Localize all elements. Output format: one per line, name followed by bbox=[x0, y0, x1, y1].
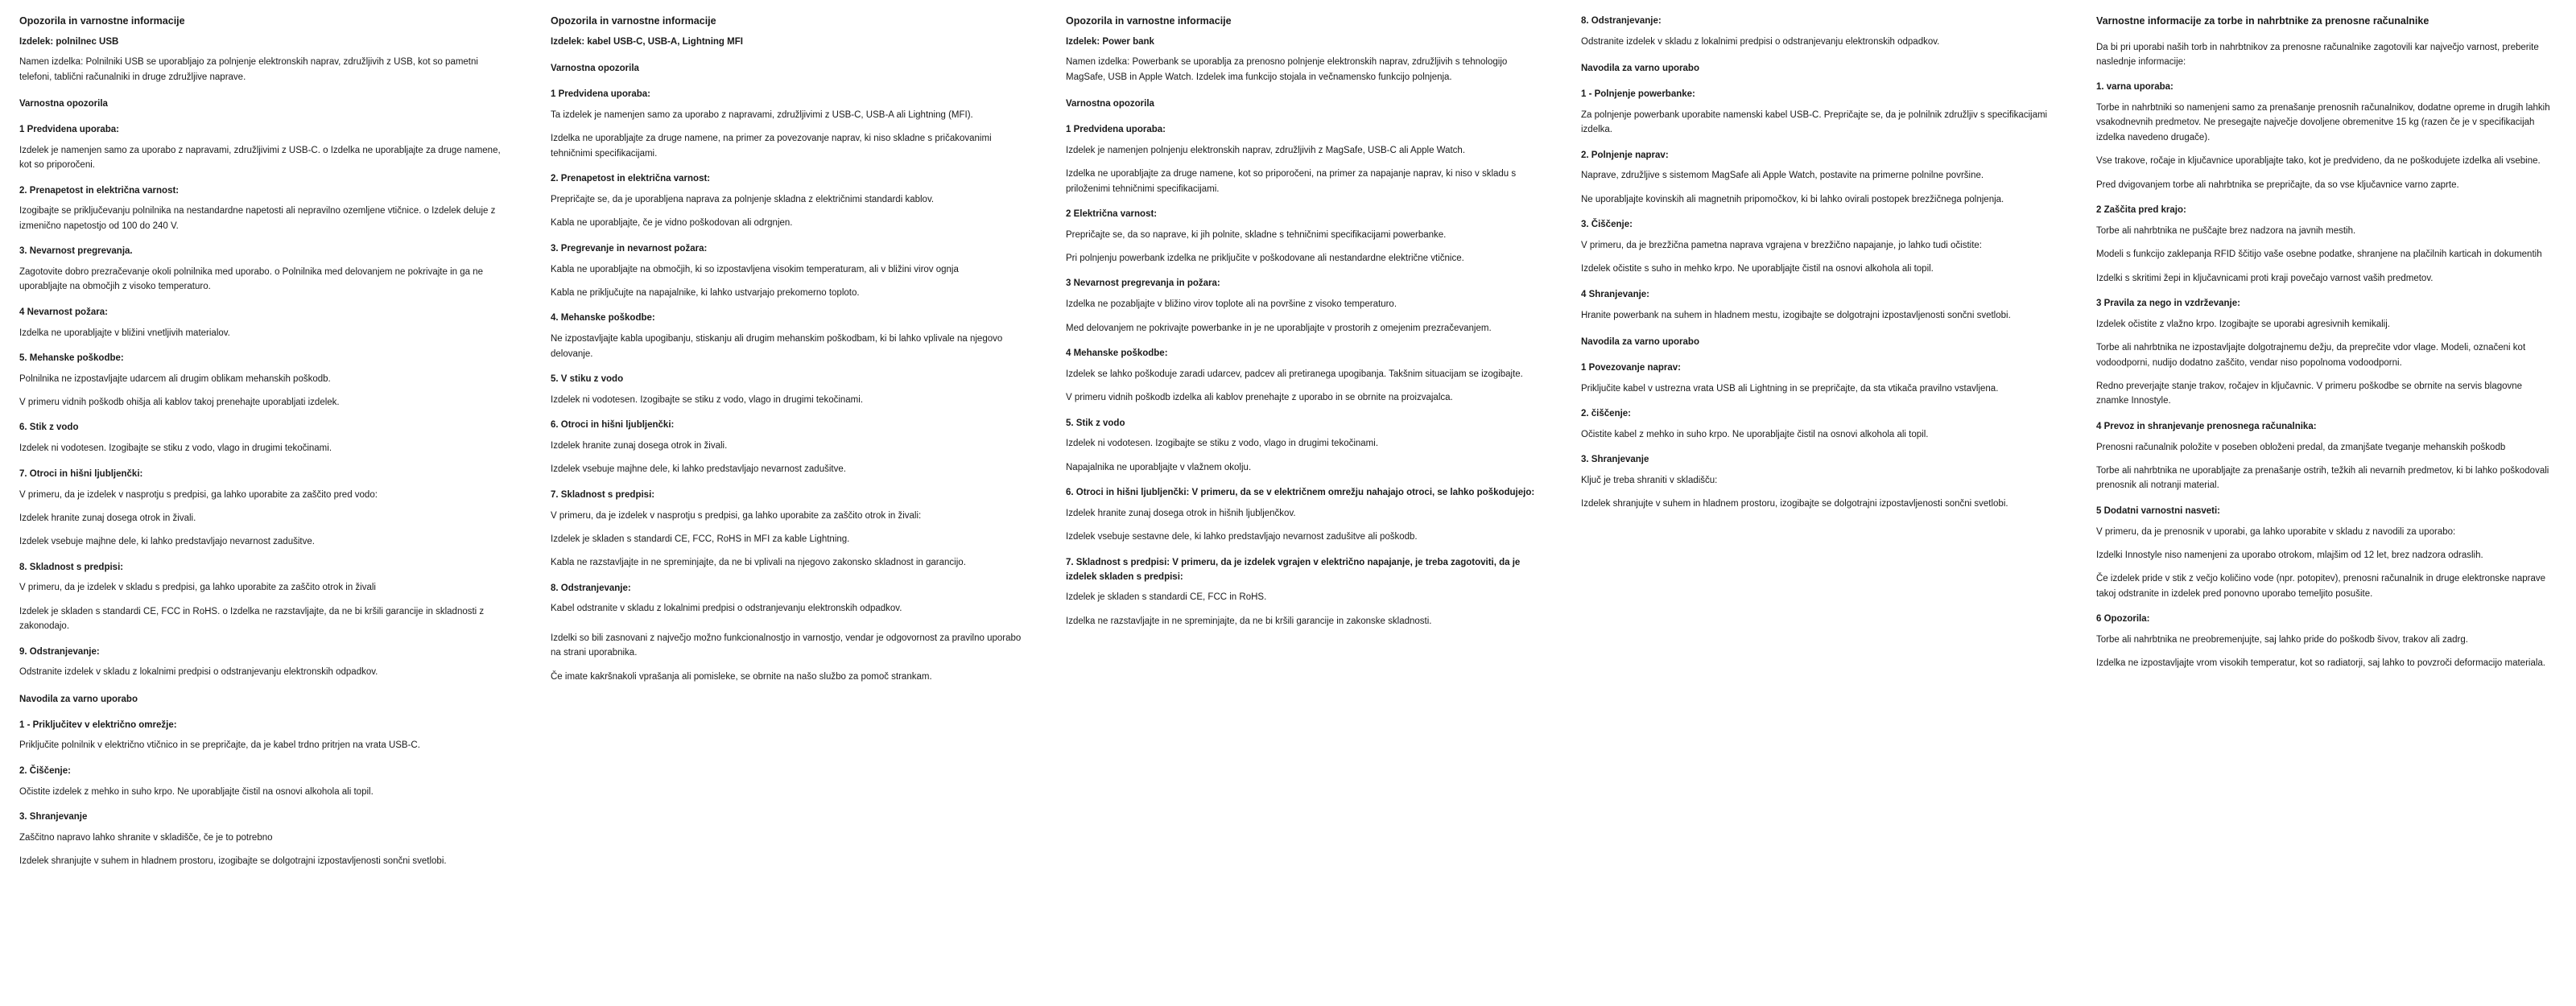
item-text: Torbe ali nahrbtnika ne puščajte brez nadzora na javnih mestih. bbox=[2096, 225, 2356, 236]
item-text: Izdelek ni vodotesen. Izogibajte se stiku z vodo, vlago in drugimi tekočinami. bbox=[19, 443, 332, 454]
item-heading: 2. čiščenje: bbox=[1581, 409, 1632, 419]
list-item bbox=[19, 123, 512, 173]
item-heading: 2. Polnjenje naprav: bbox=[1581, 150, 1669, 160]
item-heading: 2 Električna varnost: bbox=[1066, 208, 1158, 219]
intro-text: Da bi pri uporabi naših torb in nahrbtnikov za prenosne računalnike zagotovili kar največjo varnost, preberite naslednje informacije: bbox=[2096, 42, 2539, 67]
item-heading: 5. V stiku z vodo bbox=[551, 373, 624, 384]
item-heading: 8. Skladnost s predpisi: bbox=[19, 562, 124, 572]
section-heading: Varnostna opozorila bbox=[19, 99, 108, 109]
product-label: Izdelek: polnilnec USB bbox=[19, 36, 119, 47]
list-item bbox=[551, 373, 1027, 407]
item-text: Naprave, združljive s sistemom MagSafe ali Apple Watch, postavite na primerne polnilne površine. bbox=[1581, 171, 1984, 181]
item-text: Izdelka ne izpostavljajte vrom visokih temperatur, kot so radiatorji, saj lahko to povzroči deformacijo materiala. bbox=[2096, 658, 2545, 669]
item-text: Izdelek se lahko poškoduje zaradi udarcev, padcev ali pretiranega upogibanja. Takšnim situacijam se izogibajte. bbox=[1066, 369, 1523, 379]
item-text: Modeli s funkcijo zaklepanja RFID ščitijo vaše osebne podatke, shranjene na plačilnih karticah in dokumentih bbox=[2096, 249, 2542, 260]
item-text: Prepričajte se, da je uporabljena naprava za polnjenje skladna z električnimi standardi kablov. bbox=[551, 194, 935, 204]
item-heading: 7. Skladnost s predpisi: bbox=[551, 489, 655, 500]
item-text: Izdelka ne uporabljajte za druge namene, kot so priporočeni, na primer za napajanje naprav, ki niso v skladu s priloženimi tehničnimi specifikacijami. bbox=[1066, 169, 1517, 194]
item-text: Pri polnjenju powerbank izdelka ne priključite v poškodovane ali nestandardne električne vtičnice. bbox=[1066, 254, 1464, 264]
footer-text: Če imate kakršnakoli vprašanja ali pomisleke, se obrnite na našo službo za pomoč strankam. bbox=[551, 671, 932, 682]
item-heading: 2 Zaščita pred krajo: bbox=[2096, 205, 2186, 216]
list-item bbox=[2096, 80, 2557, 192]
item-heading: 6 Opozorila: bbox=[2096, 614, 2150, 625]
item-heading: 4 Prevoz in shranjevanje prenosnega računalnika: bbox=[2096, 421, 2317, 431]
item-text: Izdelek vsebuje majhne dele, ki lahko predstavljajo nevarnost zadušitve. bbox=[19, 537, 315, 547]
list-item bbox=[1066, 417, 1542, 476]
product-purpose: Namen izdelka: Powerbank se uporablja za prenosno polnjenje elektronskih naprav, združljivih s tehnologijo MagSafe, USB in Apple Watch. Izdelek ima funkcijo stojala in večnamensko funkcijo polnjenja. bbox=[1066, 57, 1508, 82]
item-text: Ne izpostavljajte kabla upogibanju, stiskanju ali drugim mehanskim poškodbam, ki bi lahko vplivale na njegovo delovanje. bbox=[551, 334, 1003, 359]
item-heading: 3. Pregrevanje in nevarnost požara: bbox=[551, 243, 708, 254]
item-text: Pred dvigovanjem torbe ali nahrbtnika se prepričajte, da so vse ključavnice varno zaprte. bbox=[2096, 179, 2459, 190]
item-heading: 1. varna uporaba: bbox=[2096, 82, 2174, 93]
item-text: Izdelek je skladen s standardi CE, FCC in RoHS. o Izdelka ne razstavljajte, da ne bi kršili garancije in skladnosti z zakonodajo. bbox=[19, 606, 485, 632]
list-item bbox=[19, 352, 512, 410]
list-item bbox=[1581, 453, 2058, 512]
item-heading: 1 Predvidena uporaba: bbox=[1066, 124, 1166, 134]
list-item bbox=[19, 306, 512, 340]
footer-text: Izdelki so bili zasnovani z največjo možno funkcionalnostjo in varnostjo, vendar je odgovornost za pravilno uporabo na strani uporabnika. bbox=[551, 633, 1022, 658]
item-text: Izdelek je skladen s standardi CE, FCC in RoHS. bbox=[1066, 592, 1267, 603]
item-text: Izdelek shranjujte v suhem in hladnem prostoru, izogibajte se dolgotrajni izpostavljenosti sončni svetlobi. bbox=[1581, 499, 2008, 509]
list-item bbox=[1581, 218, 2058, 277]
item-heading: 8. Odstranjevanje: bbox=[1581, 16, 1662, 26]
item-text: Izdelek vsebuje sestavne dele, ki lahko predstavljajo nevarnost zadušitve ali poškodb. bbox=[1066, 532, 1418, 542]
item-text: Prenosni računalnik položite v poseben obloženi predal, da zmanjšate tveganje mehanskih poškodb bbox=[2096, 442, 2506, 452]
item-heading: 3 Nevarnost pregrevanja in požara: bbox=[1066, 278, 1220, 289]
list-item bbox=[19, 184, 512, 234]
item-heading: 6. Otroci in hišni ljubljenčki: bbox=[551, 420, 675, 431]
item-heading: 1 - Priključitev v električno omrežje: bbox=[19, 719, 177, 730]
item-heading: 9. Odstranjevanje: bbox=[19, 646, 100, 657]
item-text: Med delovanjem ne pokrivajte powerbanke in je ne uporabljajte v prostorih z omejenim prezračevanjem. bbox=[1066, 323, 1492, 333]
item-heading: 3. Čiščenje: bbox=[1581, 220, 1633, 230]
item-heading: 4 Mehanske poškodbe: bbox=[1066, 348, 1168, 359]
item-text: V primeru, da je prenosnik v uporabi, ga lahko uporabite v skladu z navodili za uporabo: bbox=[2096, 526, 2456, 537]
item-text: V primeru, da je brezžična pametna naprava vgrajena v brezžično napajanje, jo lahko tudi očistite: bbox=[1581, 241, 1982, 251]
item-heading: 3 Pravila za nego in vzdrževanje: bbox=[2096, 299, 2240, 309]
list-item bbox=[1066, 208, 1542, 266]
column-usb-charger bbox=[0, 14, 531, 878]
item-text: Torbe ali nahrbtnika ne izpostavljajte dolgotrajnemu dežju, da preprečite vdor vlage. Modeli, označeni kot vodoodporni, nudijo dodatno zaščito, vendar niso popolnoma vodoodporni. bbox=[2096, 343, 2526, 368]
item-text: V primeru, da je izdelek v skladu s predpisi, ga lahko uporabite za zaščito otrok in živali bbox=[19, 583, 376, 593]
section-heading: Navodila za varno uporabo bbox=[1581, 337, 1699, 347]
item-heading: 1 Predvidena uporaba: bbox=[19, 124, 119, 134]
item-text: Kabla ne razstavljajte in ne spreminjajte, da ne bi vplivali na njegovo zakonsko skladnost in garancijo. bbox=[551, 558, 966, 568]
item-text: Izdelki s skritimi žepi in ključavnicami proti kraji povečajo varnost vaših predmetov. bbox=[2096, 273, 2434, 283]
item-text: Ta izdelek je namenjen samo za uporabo z napravami, združljivimi z USB-C, USB-A ali Lightning (MFI). bbox=[551, 109, 973, 120]
item-text: Torbe ali nahrbtnika ne uporabljajte za prenašanje ostrih, težkih ali nevarnih predmetov, ki bi lahko poškodovali prenosnik ali notranji material. bbox=[2096, 466, 2549, 491]
column-bags bbox=[2077, 14, 2576, 680]
item-text: Za polnjenje powerbank uporabite namenski kabel USB-C. Prepričajte se, da je polnilnik združljiv s specifikacijami izdelka. bbox=[1581, 109, 2048, 135]
item-heading: 3. Nevarnost pregrevanja. bbox=[19, 246, 133, 257]
list-item bbox=[1581, 361, 2058, 396]
item-text: Izdelek hranite zunaj dosega otrok in živali. bbox=[551, 440, 728, 451]
column-powerbank-continued bbox=[1562, 14, 2077, 521]
item-text: Torbe in nahrbtniki so namenjeni samo za prenašanje prenosnih računalnikov, dodatne opreme in drugih lahkih vsakodnevnih predmetov. Ne presegajte največje dovoljene obremenitve 15 kg (razen če je v specifikacijah izdelka navedeno drugače). bbox=[2096, 103, 2550, 142]
list-item bbox=[1066, 486, 1542, 545]
item-heading: 5. Mehanske poškodbe: bbox=[19, 353, 124, 363]
doc-title: Opozorila in varnostne informacije bbox=[551, 15, 716, 27]
doc-title: Opozorila in varnostne informacije bbox=[1066, 15, 1232, 27]
list-item bbox=[1066, 123, 1542, 196]
list-item bbox=[19, 765, 512, 799]
item-text: Očistite izdelek z mehko in suho krpo. Ne uporabljajte čistil na osnovi alkohola ali topil. bbox=[19, 786, 374, 797]
item-heading: 2. Čiščenje: bbox=[19, 765, 71, 776]
list-item bbox=[551, 489, 1027, 571]
section-heading: Varnostna opozorila bbox=[551, 64, 639, 74]
item-heading: 1 Predvidena uporaba: bbox=[551, 89, 650, 100]
item-text: V primeru, da je izdelek v nasprotju s predpisi, ga lahko uporabite za zaščito pred vodo: bbox=[19, 489, 378, 500]
item-text: Izdelek je namenjen samo za uporabo z napravami, združljivimi z USB-C. o Izdelka ne uporabljajte za druge namene, kot so priporočeni. bbox=[19, 145, 501, 171]
list-item bbox=[1066, 277, 1542, 336]
list-item bbox=[19, 468, 512, 550]
item-text: Priključite polnilnik v električno vtičnico in se prepričajte, da je kabel trdno pritrjen na vrata USB-C. bbox=[19, 740, 420, 751]
item-text: Izdelka ne razstavljajte in ne spreminjajte, da ne bi kršili garancije in zakonske skladnosti. bbox=[1066, 616, 1432, 626]
product-purpose: Namen izdelka: Polnilniki USB se uporabljajo za polnjenje elektronskih naprav, združljivih z USB, kot so pametni telefoni, tablični računalniki in druge združljive naprave. bbox=[19, 57, 478, 82]
item-heading: 2. Prenapetost in električna varnost: bbox=[19, 185, 180, 196]
list-item bbox=[1581, 88, 2058, 138]
item-text: Kabel odstranite v skladu z lokalnimi predpisi o odstranjevanju elektronskih odpadkov. bbox=[551, 604, 902, 614]
item-text: Izdelek ni vodotesen. Izogibajte se stiku z vodo, vlago in drugimi tekočinami. bbox=[1066, 439, 1379, 449]
item-text: Izdelek je skladen s standardi CE, FCC, RoHS in MFI za kable Lightning. bbox=[551, 534, 850, 544]
list-item bbox=[1066, 556, 1542, 629]
item-text: Napajalnika ne uporabljajte v vlažnem okolju. bbox=[1066, 462, 1252, 472]
item-text: Odstranite izdelek v skladu z lokalnimi predpisi o odstranjevanju elektronskih odpadkov. bbox=[19, 667, 378, 678]
item-text: Izdelek vsebuje majhne dele, ki lahko predstavljajo nevarnost zadušitve. bbox=[551, 464, 846, 475]
item-text: Redno preverjajte stanje trakov, ročajev in ključavnic. V primeru poškodbe se obrnite na servis blagovne znamke Innostyle. bbox=[2096, 381, 2523, 406]
list-item bbox=[1581, 288, 2058, 323]
item-text: V primeru, da je izdelek v nasprotju s predpisi, ga lahko uporabite za zaščito otrok in živali: bbox=[551, 510, 922, 521]
item-text: Torbe ali nahrbtnika ne preobremenjujte, saj lahko pride do poškodb šivov, trakov ali zadrg. bbox=[2096, 634, 2468, 645]
list-item bbox=[551, 172, 1027, 231]
item-text: Ključ je treba shraniti v skladišču: bbox=[1581, 476, 1718, 486]
item-text: Kabla ne uporabljajte na območjih, ki so izpostavljena visokim temperaturam, ali v bližini virov ognja bbox=[551, 264, 959, 274]
section-heading: Navodila za varno uporabo bbox=[1581, 64, 1699, 74]
item-text: V primeru vidnih poškodb ohišja ali kablov takoj prenehajte uporabljati izdelek. bbox=[19, 398, 340, 408]
item-text: Ne uporabljajte kovinskih ali magnetnih pripomočkov, ki bi lahko ovirali postopek brezžičnega polnjenja. bbox=[1581, 194, 2004, 204]
item-heading: 5 Dodatni varnostni nasveti: bbox=[2096, 505, 2221, 516]
list-item bbox=[2096, 204, 2557, 286]
item-text: Izdelek ni vodotesen. Izogibajte se stiku z vodo, vlago in drugimi tekočinami. bbox=[551, 394, 864, 405]
list-item bbox=[19, 719, 512, 753]
list-item bbox=[1066, 347, 1542, 406]
list-item bbox=[19, 421, 512, 456]
item-text: Priključite kabel v ustrezna vrata USB ali Lightning in se prepričajte, da sta vtikača pravilno vstavljena. bbox=[1581, 383, 1999, 394]
section-heading: Varnostna opozorila bbox=[1066, 99, 1154, 109]
item-heading: 1 Povezovanje naprav: bbox=[1581, 362, 1681, 373]
column-powerbank bbox=[1046, 14, 1562, 637]
item-text: Izogibajte se priključevanju polnilnika na nestandardne napetosti ali nepravilno ozemljene vtičnice. o Izdelek deluje z izmenično napetostjo od 100 do 240 V. bbox=[19, 206, 496, 231]
list-item bbox=[1581, 14, 2058, 49]
list-item bbox=[2096, 505, 2557, 601]
item-text: Izdelek očistite s suho in mehko krpo. Ne uporabljajte čistil na osnovi alkohola ali topil. bbox=[1581, 264, 1934, 274]
item-text: Izdelki Innostyle niso namenjeni za uporabo otrokom, mlajšim od 12 let, brez nadzora odraslih. bbox=[2096, 550, 2483, 560]
item-heading: 4. Mehanske poškodbe: bbox=[551, 313, 655, 324]
item-text: Izdelek hranite zunaj dosega otrok in živali. bbox=[19, 513, 196, 523]
list-item bbox=[2096, 420, 2557, 493]
product-label: Izdelek: kabel USB-C, USB-A, Lightning MFI bbox=[551, 36, 743, 47]
item-text: Odstranite izdelek v skladu z lokalnimi predpisi o odstranjevanju elektronskih odpadkov. bbox=[1581, 36, 1940, 47]
item-text: Če izdelek pride v stik z večjo količino vode (npr. potopitev), prenosni računalnik in druge elektronske naprave takoj odstranite in izdelek pred ponovno uporabo temeljito posušite. bbox=[2096, 574, 2546, 599]
item-text: Očistite kabel z mehko in suho krpo. Ne uporabljajte čistil na osnovi alkohola ali topil. bbox=[1581, 429, 1929, 439]
item-text: Prepričajte se, da so naprave, ki jih polnite, skladne s tehničnimi specifikacijami powerbanke. bbox=[1066, 229, 1447, 240]
item-text: Hranite powerbank na suhem in hladnem mestu, izogibajte se dolgotrajni izpostavljenosti sončni svetlobi. bbox=[1581, 310, 2011, 320]
item-text: Izdelek hranite zunaj dosega otrok in hišnih ljubljenčkov. bbox=[1066, 509, 1296, 519]
item-heading: 3. Shranjevanje bbox=[19, 812, 88, 823]
list-item bbox=[551, 418, 1027, 477]
item-text: Vse trakove, ročaje in ključavnice uporabljajte tako, kot je predvideno, da ne poškodujete izdelka ali vsebine. bbox=[2096, 156, 2541, 167]
item-text: Izdelek očistite z vlažno krpo. Izogibajte se uporabi agresivnih kemikalij. bbox=[2096, 319, 2390, 329]
item-heading: 6. Stik z vodo bbox=[19, 423, 79, 433]
item-heading: 3. Shranjevanje bbox=[1581, 455, 1649, 465]
list-item bbox=[19, 810, 512, 869]
list-item bbox=[1581, 407, 2058, 442]
item-text: Izdelek shranjujte v suhem in hladnem prostoru, izogibajte se dolgotrajni izpostavljenosti sončni svetlobi. bbox=[19, 856, 447, 867]
list-item bbox=[19, 561, 512, 634]
product-label: Izdelek: Power bank bbox=[1066, 36, 1154, 47]
list-item bbox=[2096, 297, 2557, 409]
section-heading: Navodila za varno uporabo bbox=[19, 694, 138, 704]
list-item bbox=[19, 245, 512, 295]
item-text: Izdelka ne uporabljajte v bližini vnetljivih materialov. bbox=[19, 328, 230, 338]
doc-title: Opozorila in varnostne informacije bbox=[19, 15, 185, 27]
list-item bbox=[1581, 149, 2058, 208]
item-text: Izdelek je namenjen polnjenju elektronskih naprav, združljivih z MagSafe, USB-C ali Apple Watch. bbox=[1066, 145, 1466, 155]
item-text: Polnilnika ne izpostavljajte udarcem ali drugim oblikam mehanskih poškodb. bbox=[19, 373, 331, 384]
item-heading: 6. Otroci in hišni ljubljenčki: V primeru, da se v električnem omrežju nahajajo otroci, se lahko poškodujejo: bbox=[1066, 488, 1535, 498]
item-heading: 2. Prenapetost in električna varnost: bbox=[551, 174, 711, 184]
list-item bbox=[551, 582, 1027, 616]
item-text: Izdelka ne uporabljajte za druge namene, na primer za povezovanje naprav, ki niso skladne s pričakovanimi tehničnimi specifikacijami. bbox=[551, 134, 992, 159]
item-text: Izdelka ne pozabljajte v bližino virov toplote ali na površine z visoko temperaturo. bbox=[1066, 299, 1397, 310]
item-heading: 4 Shranjevanje: bbox=[1581, 289, 1650, 299]
item-text: Kabla ne priključujte na napajalnike, ki lahko ustvarjajo prekomerno toploto. bbox=[551, 287, 860, 298]
doc-title: Varnostne informacije za torbe in nahrbtnike za prenosne računalnike bbox=[2096, 15, 2429, 27]
item-heading: 7. Skladnost s predpisi: V primeru, da je izdelek vgrajen v električno napajanje, je treba zagotoviti, da je izdelek skladen s predpisi: bbox=[1066, 557, 1521, 582]
item-heading: 7. Otroci in hišni ljubljenčki: bbox=[19, 468, 143, 479]
item-text: Zagotovite dobro prezračevanje okoli polnilnika med uporabo. o Polnilnika med delovanjem ne pokrivajte in ga ne uporabljajte na območjih z visoko temperaturo. bbox=[19, 266, 483, 292]
item-heading: 4 Nevarnost požara: bbox=[19, 307, 108, 317]
item-text: V primeru vidnih poškodb izdelka ali kablov prenehajte z uporabo in se obrnite na proizvajalca. bbox=[1066, 393, 1453, 403]
item-heading: 8. Odstranjevanje: bbox=[551, 583, 631, 593]
list-item bbox=[551, 242, 1027, 301]
list-item bbox=[19, 645, 512, 680]
item-text: Zaščitno napravo lahko shranite v skladišče, če je to potrebno bbox=[19, 832, 273, 843]
item-heading: 5. Stik z vodo bbox=[1066, 418, 1125, 428]
list-item bbox=[2096, 612, 2557, 671]
list-item bbox=[551, 88, 1027, 161]
item-heading: 1 - Polnjenje powerbanke: bbox=[1581, 89, 1695, 100]
item-text: Kabla ne uporabljajte, če je vidno poškodovan ali odrgnjen. bbox=[551, 218, 793, 229]
column-cable bbox=[531, 14, 1046, 693]
list-item bbox=[551, 311, 1027, 361]
